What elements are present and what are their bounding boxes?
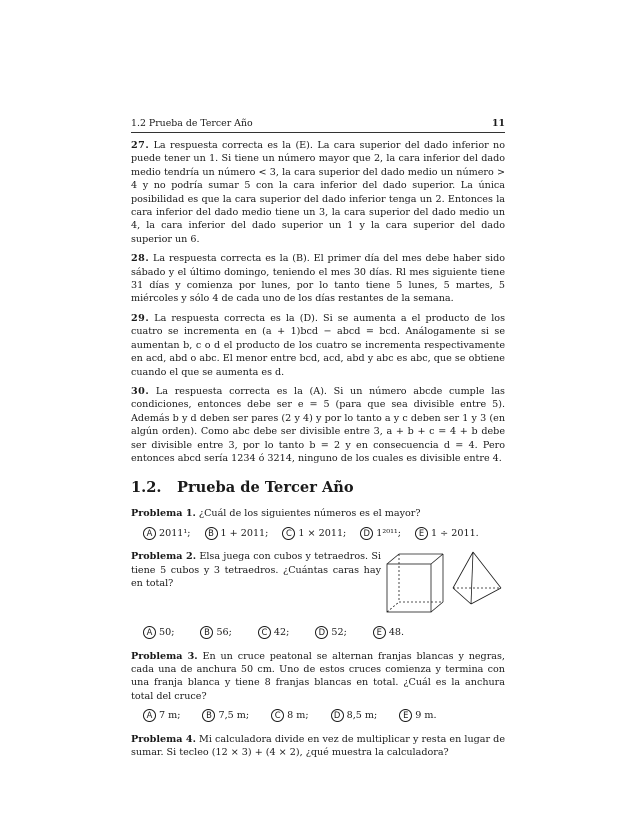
section-number: 1.2. [131,479,162,497]
option [315,626,346,639]
answer-29 [131,312,505,379]
option [360,527,401,540]
option [415,527,479,540]
tetrahedron-drawing [453,552,501,604]
option [399,709,436,722]
option-text: 48. [388,627,405,639]
option [205,527,269,540]
option [373,626,404,639]
option-letter: A [143,626,156,639]
answer-27 [131,139,505,246]
option-letter: E [415,527,428,540]
cube-and-tetrahedron-figure [381,546,505,626]
problem-text: Mi calculadora divide en vez de multiplicar y resta en lugar de sumar. Si tecleo (12 × 3) + (4 × 2), ¿qué muestra la calculadora? [131,733,506,758]
option [258,626,289,639]
problem-4 [131,733,505,760]
header-section-label: 1.2 Prueba de Tercer Año [131,118,253,129]
problem-label: Problema 4. [131,733,196,745]
option-letter: D [360,527,373,540]
option-text: 7,5 m; [218,710,250,722]
option-text: 1 ÷ 2011. [431,527,479,539]
problem-2-block [131,550,505,626]
problem-3 [131,650,505,704]
header-rule [131,132,505,133]
option-letter: B [202,709,215,722]
answer-text: La respuesta correcta es la (E). La cara superior del dado inferior no puede tener un 1. Si tiene un número mayor que 2, la cara inferior del dado medio tendría un número < 3, la cara superior del dado medio un número > 4 y no podría sumar 5 con la cara inferior del dado superior. La única posibilidad es que la cara superior del dado inferior tenga un 2. Entonces la cara inferior del dado medio tiene un 3, la cara superior del dado medio un 4, la cara inferior del dado superior un 1 y la cara superior del dado superior un 6. [131,140,505,245]
option [202,709,249,722]
problem-1 [131,507,505,520]
answer-30 [131,385,505,465]
answer-number: 28. [131,253,150,265]
answer-number: 27. [131,140,150,151]
option [143,626,174,639]
option-letter: D [315,626,328,639]
problem-text: ¿Cuál de los siguientes números es el mayor? [198,508,421,520]
option-text: 50; [159,627,175,639]
option-text: 8 m; [287,710,309,722]
option-text: 2011¹; [159,527,191,539]
problem-text: Elsa juega con cubos y tetraedros. Si tiene 5 cubos y 3 tetraedros. ¿Cuántas caras hay en total? [131,551,381,589]
option-text: 1 × 2011; [298,527,347,539]
option-text: 1 + 2011; [220,527,269,539]
option [143,527,191,540]
option-letter: B [205,527,218,540]
problem-2-options [143,626,505,639]
option-text: 9 m. [415,710,437,722]
option [282,527,346,540]
option-text: 56; [216,627,232,639]
running-header [131,117,505,129]
option [143,709,180,722]
option-letter: E [399,709,412,722]
option-text: 8,5 m; [346,710,378,722]
problem-1-options [143,527,505,540]
option-text: 42; [273,627,290,639]
option [200,626,231,639]
option-text: 1²⁰¹¹; [376,527,402,539]
option-letter: A [143,709,156,722]
option-letter: E [373,626,386,639]
answer-number: 29. [131,312,150,324]
page-body [131,139,505,761]
option-text: 52; [331,627,347,639]
answer-text: La respuesta correcta es la (D). Si se aumenta a el producto de los cuatro se incrementa en (a + 1)bcd − abcd = bcd. Análogamente si se aumentan b, c o d el producto de los cuatro se incrementa respectivamente en acd, abd o abc. El menor entre bcd, acd, abd y abc es abc, que se obtiene cuando el que se aumenta es d. [131,312,505,378]
problem-3-options [143,709,505,722]
option-letter: D [331,709,344,722]
answer-text: La respuesta correcta es la (B). El primer día del mes debe haber sido sábado y el último domingo, teniendo el mes 30 días. Rl mes siguiente tiene 31 días y comienza por lunes, por lo tanto tiene 5 lunes, 5 martes, 5 miércoles y sólo 4 de cada uno de los días restantes de la semana. [131,253,505,305]
option-letter: C [282,527,295,540]
option [331,709,378,722]
problem-2 [131,550,381,590]
page-number: 11 [491,118,505,129]
problem-label: Problema 3. [131,650,198,662]
cube-drawing [387,554,443,612]
option-letter: C [258,626,271,639]
option [271,709,308,722]
option-letter: C [271,709,284,722]
option-letter: A [143,527,156,540]
problem-text: En un cruce peatonal se alternan franjas blancas y negras, cada una de anchura 50 cm. Uno de estos cruces comienza y termina con una franja blanca y tiene 8 franjas blancas en total. ¿Cuál es la anchura total del cruce? [131,650,505,702]
answer-number: 30. [131,385,150,397]
option-text: 7 m; [159,710,181,722]
problem-label: Problema 1. [131,508,196,520]
section-title: Prueba de Tercer Año [177,479,354,497]
problem-label: Problema 2. [131,551,197,563]
section-heading [131,479,505,497]
option-letter: B [200,626,213,639]
answer-text: La respuesta correcta es la (A). Si un número abcde cumple las condiciones, entonces debe ser e = 5 (para que sea divisible entre 5). Además b y d deben ser pares (2 y 4) y por lo tanto a y c deben ser 1 y 3 (en algún orden). Como abc debe ser divisible entre 3, a + b + c = 4 + b debe ser divisible entre 3, por lo tanto b = 2 y en consecuencia d = 4. Pero entonces abcd sería 1234 ó 3214, ninguno de los cuales es divisible entre 4. [131,385,505,464]
answer-28 [131,252,505,306]
